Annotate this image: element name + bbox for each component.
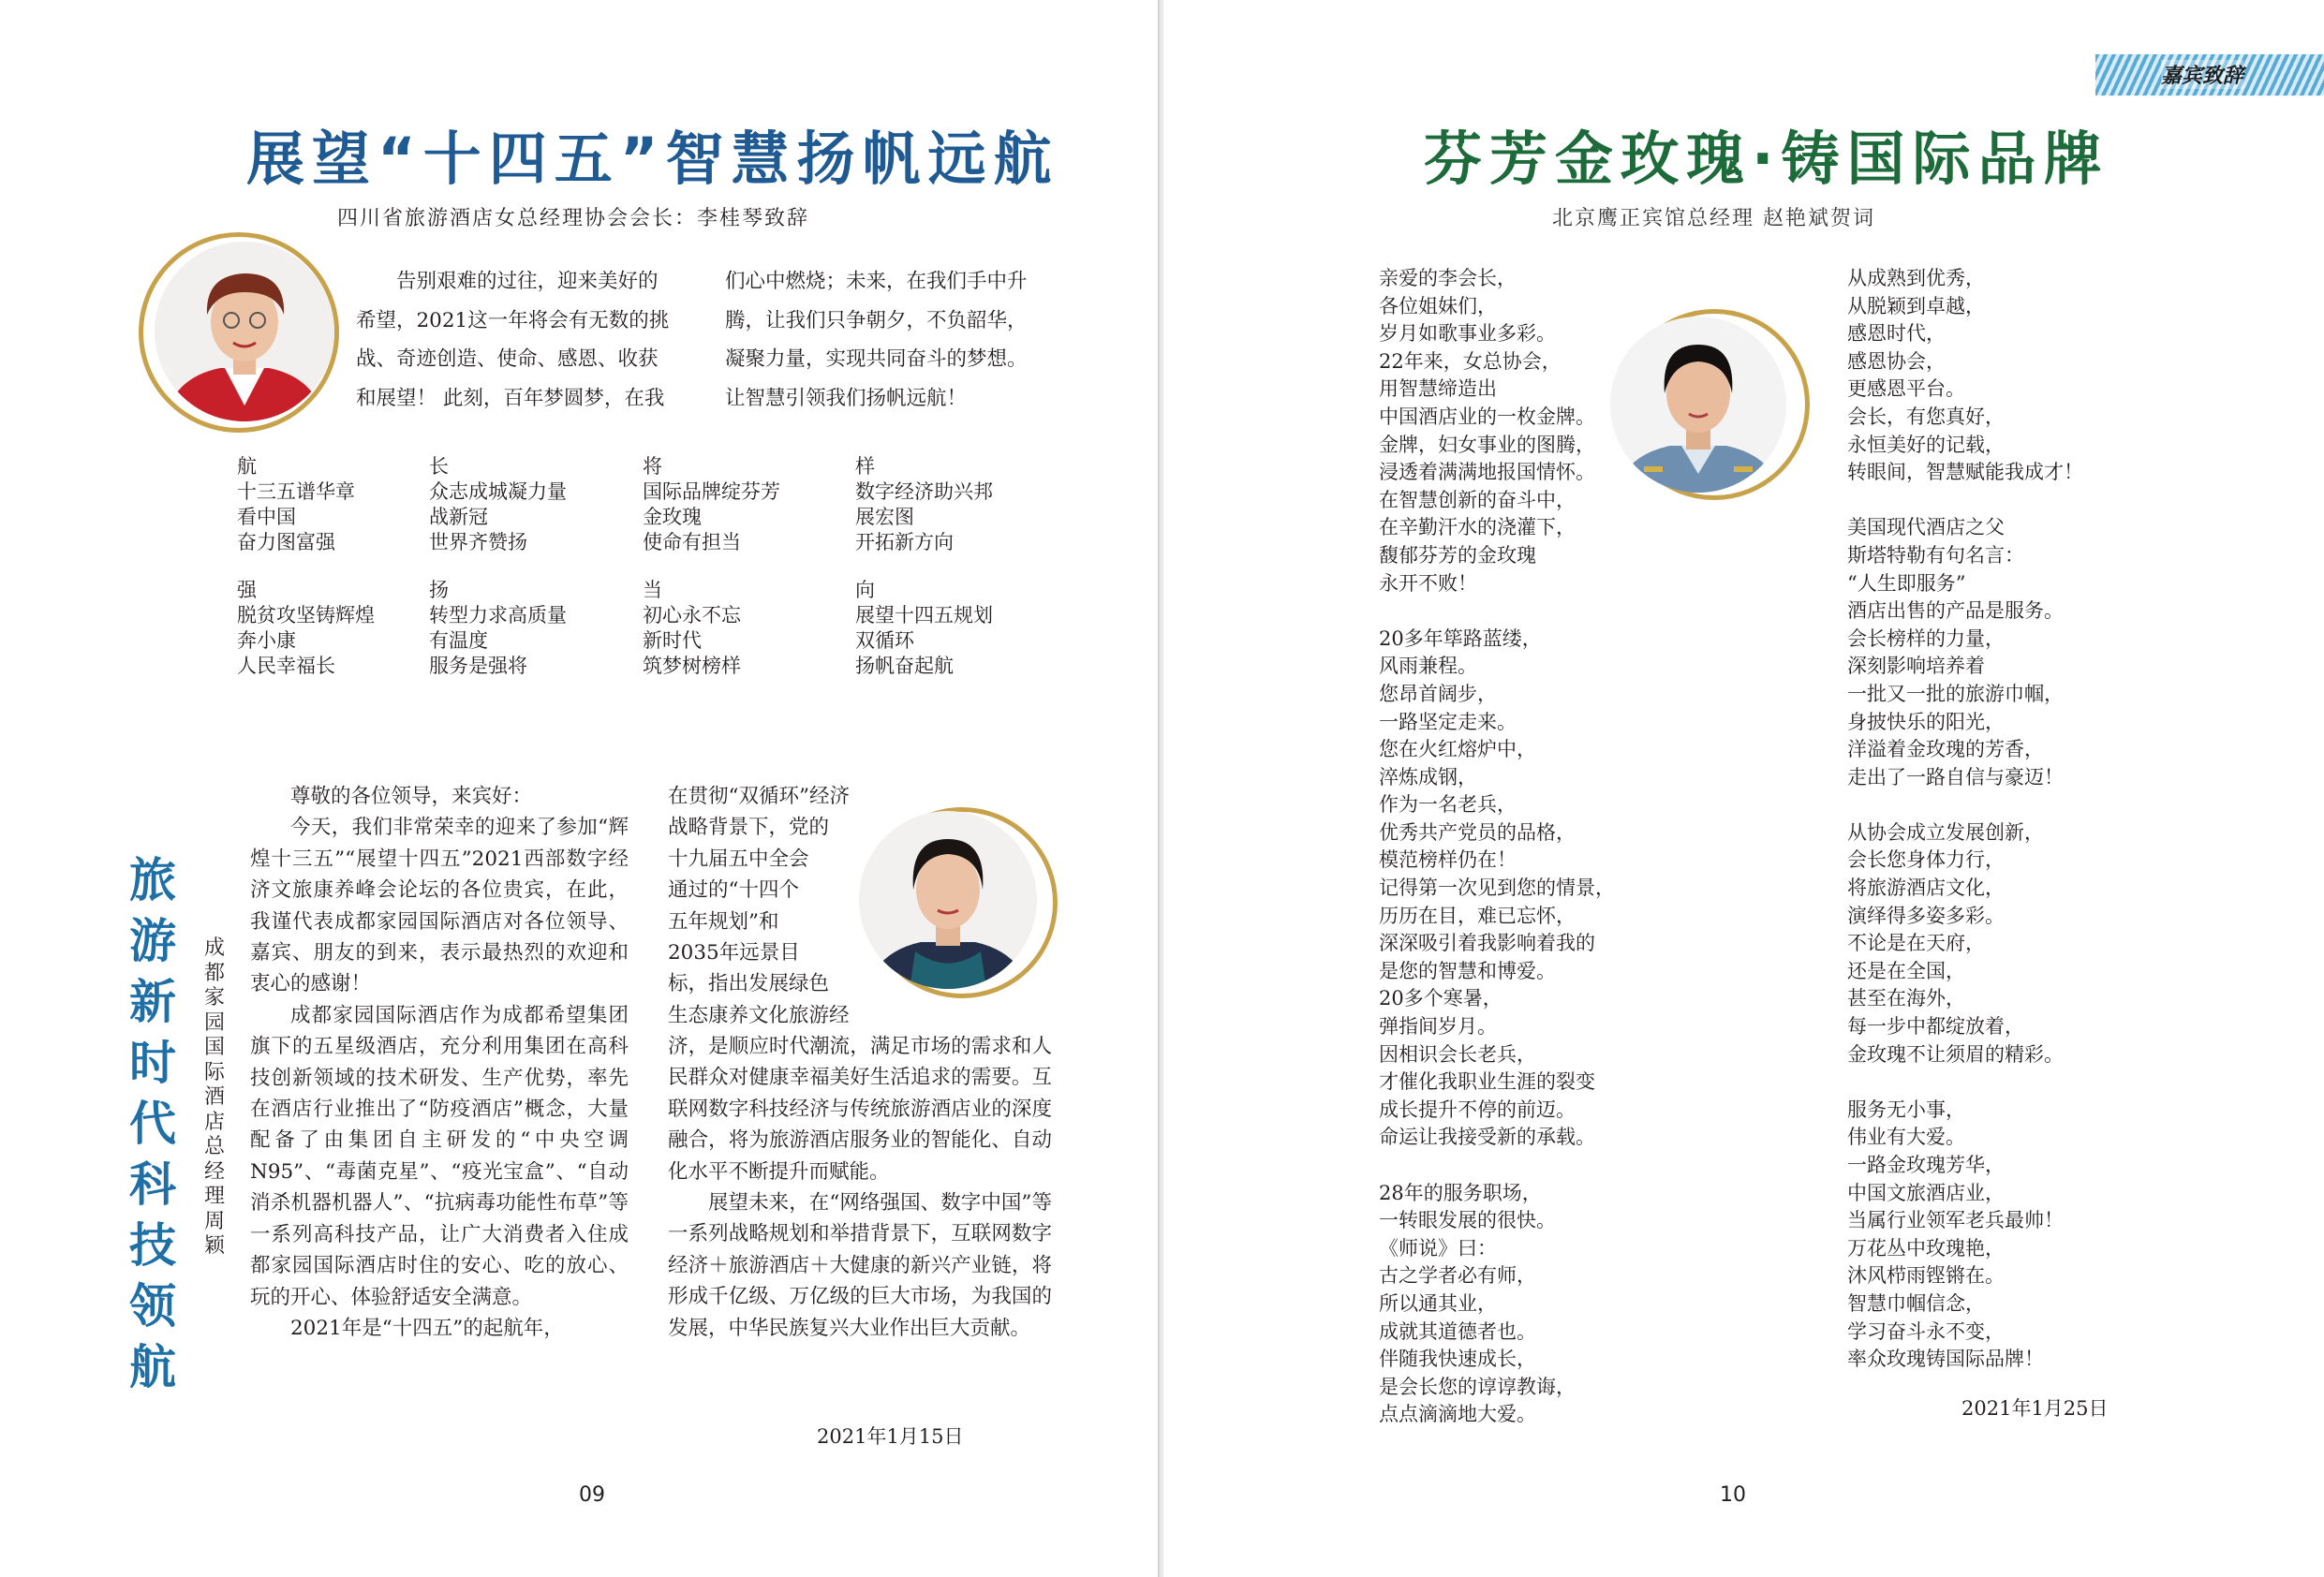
- acrostic-line: 有温度: [429, 629, 488, 652]
- poem-line: 感恩时代，: [1847, 322, 1946, 346]
- poem-line: 率众玫瑰铸国际品牌！: [1847, 1348, 2044, 1371]
- poem-line: 洋溢着金玫瑰的芳香，: [1847, 738, 2044, 761]
- poem-line: 22年来，女总协会，: [1379, 349, 1562, 373]
- header-tag: [2095, 54, 2324, 96]
- acrostic-line: 看中国: [237, 506, 296, 528]
- poem-line: 20多个寒暑，: [1379, 987, 1502, 1010]
- acrostic-head: 将: [643, 455, 662, 478]
- poem-line: 当属行业领军老兵最帅！: [1847, 1209, 2064, 1232]
- poem-line: 从脱颖到卓越，: [1847, 294, 1985, 317]
- poem-line: 点点滴滴地大爱。: [1379, 1403, 1536, 1426]
- article-column-1: [250, 781, 629, 1344]
- acrostic-line: 金玫瑰: [643, 506, 702, 528]
- poem-line: 成就其道德者也。: [1379, 1319, 1536, 1343]
- acrostic-line: 扬帆奋起航: [855, 655, 954, 677]
- poem-line: 永开不败！: [1379, 571, 1477, 595]
- poem-line: 感恩协会，: [1847, 349, 1946, 373]
- acrostic-stanza: [855, 578, 993, 679]
- acrostic-head: 向: [855, 579, 875, 601]
- intro-line: 希望，2021这一年将会有无数的挑: [356, 308, 670, 332]
- portrait-zhao-yanbin: [1610, 317, 1786, 493]
- poem-line: 深刻影响培养着: [1847, 655, 1985, 678]
- poem-line: 不论是在天府，: [1847, 932, 1985, 955]
- acrostic-line: 十三五谱华章: [237, 480, 355, 503]
- acrostic-stanza: [429, 578, 567, 679]
- poem-line: 一转眼发展的很快。: [1379, 1209, 1556, 1232]
- portrait-li-guiqin: [155, 242, 334, 421]
- poem-line: 才催化我职业生涯的裂变: [1379, 1070, 1595, 1094]
- intro-line: 们心中燃烧；未来，在我们手中升: [725, 270, 1028, 293]
- poem-line: 模范榜样仍在！: [1379, 848, 1517, 872]
- article-line: 生态康养文化旅游经: [668, 1003, 850, 1027]
- poem-line: 还是在全国，: [1847, 959, 1965, 982]
- right-page-title: 芬芳金玫瑰·铸国际品牌: [1424, 125, 2109, 193]
- poem-line: 是会长您的谆谆教诲，: [1379, 1375, 1576, 1398]
- poem-line: 会长榜样的力量，: [1847, 626, 2005, 650]
- poem-line: 走出了一路自信与豪迈！: [1847, 765, 2064, 788]
- acrostic-line: 奋力图富强: [237, 531, 335, 553]
- acrostic-line: 开拓新方向: [855, 531, 954, 553]
- poem-line: 在辛勤汗水的浇灌下，: [1379, 516, 1576, 539]
- left-page: [0, 0, 1160, 1577]
- intro-column-right: [725, 262, 1055, 418]
- poem-line: 将旅游酒店文化，: [1847, 877, 2005, 900]
- poem-date: 2021年1月25日: [1961, 1397, 2109, 1420]
- article-paragraph: 今天，我们非常荣幸的迎来了参加“辉煌十三五”“展望十四五”2021西部数字经济文旅康养峰会论坛的各位贵宾，在此，我谨代表成都家园国际酒店对各位领导、嘉宾、朋友的到来，表示最热烈的欢迎和衷心的感谢！: [250, 816, 629, 996]
- vertical-author: 成都家园国际酒店总经理 周颖: [203, 936, 225, 1258]
- acrostic-stanza: [643, 578, 741, 679]
- poem-line: 身披快乐的阳光，: [1847, 710, 2005, 733]
- poem-line: 甚至在海外，: [1847, 987, 1965, 1010]
- intro-column-left: [356, 262, 686, 418]
- right-page: [1163, 0, 2324, 1577]
- poem-line: 用智慧缔造出: [1379, 377, 1497, 401]
- acrostic-line: 展望十四五规划: [855, 604, 993, 626]
- acrostic-line: 转型力求高质量: [429, 604, 567, 626]
- left-page-subtitle: 四川省旅游酒店女总经理协会会长：李桂琴致辞: [337, 207, 810, 230]
- intro-line: 和展望！ 此刻，百年梦圆梦，在我: [356, 386, 665, 410]
- poem-column-2: [1847, 265, 2083, 1374]
- poem-line: 伟业有大爱。: [1847, 1126, 1965, 1149]
- poem-line: 沐风栉雨铿锵在。: [1847, 1264, 2005, 1288]
- poem-line: 学习奋斗永不变，: [1847, 1319, 2005, 1343]
- poem-line: 古之学者必有师，: [1379, 1264, 1536, 1288]
- poem-line: 您在火红熔炉中，: [1379, 738, 1536, 761]
- acrostic-head: 航: [237, 455, 257, 478]
- poem-line: 作为一名老兵，: [1379, 793, 1517, 817]
- poem-line: [1847, 487, 2083, 515]
- poem-line: 美国现代酒店之父: [1847, 516, 2005, 539]
- acrostic-head: 强: [237, 579, 257, 601]
- article-line: 2035年远景目: [668, 941, 800, 965]
- acrostic-stanza: [237, 454, 355, 555]
- page-number: 10: [1720, 1483, 1746, 1507]
- poem-column-1: [1379, 265, 1615, 1429]
- acrostic-line: 初心永不忘: [643, 604, 741, 626]
- poem-line: 深深吸引着我影响着我的: [1379, 932, 1595, 955]
- article-line: 标，指出发展绿色: [668, 972, 830, 996]
- acrostic-line: 展宏图: [855, 506, 914, 528]
- poem-line: 万花丛中玫瑰艳，: [1847, 1236, 2005, 1260]
- acrostic-head: 长: [429, 455, 449, 478]
- poem-line: 伴随我快速成长，: [1379, 1348, 1536, 1371]
- poem-line: 各位姐妹们，: [1379, 294, 1497, 317]
- article-column-2-top: [668, 781, 850, 1031]
- poem-line: 中国文旅酒店业，: [1847, 1181, 2005, 1204]
- poem-line: 馥郁芬芳的金玫瑰: [1379, 543, 1536, 567]
- article-paragraph: 展望未来，在“网络强国、数字中国”等一系列战略规划和举措背景下，互联网数字经济＋旅游酒店＋大健康的新兴产业链，将形成千亿级、万亿级的巨大市场，为我国的发展，中华民族复兴大业作出巨大贡献。: [668, 1191, 1052, 1340]
- poem-line: 在智慧创新的奋斗中，: [1379, 488, 1576, 511]
- poem-line: 所以通其业，: [1379, 1291, 1497, 1315]
- acrostic-line: 筑梦树榜样: [643, 655, 741, 677]
- article-line: 通过的“十四个: [668, 878, 799, 903]
- poem-line: 岁月如歌事业多彩。: [1379, 322, 1556, 346]
- poem-line: 历历在目，难已忘怀，: [1379, 904, 1576, 927]
- acrostic-stanza: [855, 454, 993, 555]
- poem-line: 转眼间，智慧赋能我成才！: [1847, 461, 2083, 484]
- acrostic-stanza: [237, 578, 375, 679]
- acrostic-line: 双循环: [855, 629, 914, 652]
- poem-line: 更感恩平台。: [1847, 377, 1965, 401]
- article-paragraph: 2021年是“十四五”的起航年，: [290, 1316, 564, 1340]
- poem-line: 记得第一次见到您的情景，: [1379, 877, 1615, 900]
- poem-line: 酒店出售的产品是服务。: [1847, 599, 2064, 623]
- poem-line: 中国酒店业的一枚金牌。: [1379, 405, 1595, 428]
- acrostic-line: 新时代: [643, 629, 702, 652]
- poem-line: 《师说》曰：: [1379, 1236, 1497, 1260]
- poem-line: 会长您身体力行，: [1847, 848, 2005, 872]
- acrostic-line: 人民幸福长: [237, 655, 335, 677]
- poem-line: 20多年筚路蓝缕，: [1379, 626, 1542, 650]
- poem-line: 每一步中都绽放着，: [1847, 1015, 2024, 1039]
- acrostic-line: 脱贫攻坚铸辉煌: [237, 604, 375, 626]
- poem-line: 服务无小事，: [1847, 1098, 1965, 1121]
- acrostic-head: 当: [643, 579, 662, 601]
- right-page-subtitle: 北京鹰正宾馆总经理 赵艳斌贺词: [1552, 207, 1875, 230]
- intro-line: 腾，让我们只争朝夕，不负韶华，: [725, 308, 1028, 332]
- poem-line: 永恒美好的记载，: [1847, 433, 2005, 456]
- acrostic-line: 使命有担当: [643, 531, 741, 553]
- portrait-zhou-ying: [859, 811, 1037, 989]
- poem-line: 淬炼成钢，: [1379, 765, 1477, 788]
- poem-line: 成长提升不停的前迈。: [1379, 1098, 1576, 1121]
- poem-line: 一批又一批的旅游巾帼，: [1847, 682, 2064, 705]
- poem-line: 从成熟到优秀，: [1847, 267, 1985, 289]
- poem-line: 您昂首阔步，: [1379, 682, 1497, 705]
- poem-line: 智慧巾帼信念，: [1847, 1291, 1985, 1315]
- poem-line: 演绎得多姿多彩。: [1847, 904, 2005, 927]
- poem-line: 优秀共产党员的品格，: [1379, 820, 1576, 844]
- poem-line: 弹指间岁月。: [1379, 1015, 1497, 1039]
- poem-line: 风雨兼程。: [1379, 655, 1477, 678]
- intro-line: 告别艰难的过往，迎来美好的: [396, 270, 659, 293]
- acrostic-line: 国际品牌绽芬芳: [643, 480, 780, 503]
- acrostic-line: 数字经济助兴邦: [855, 480, 993, 503]
- intro-line: 让智慧引领我们扬帆远航！: [725, 386, 968, 410]
- poem-line: 28年的服务职场，: [1379, 1181, 1542, 1204]
- poem-line: 金玫瑰不让须眉的精彩。: [1847, 1042, 2064, 1066]
- poem-line: 是您的智慧和博爱。: [1379, 959, 1556, 982]
- poem-line: “人生即服务”: [1847, 571, 1966, 595]
- acrostic-stanza: [643, 454, 780, 555]
- article-greeting: 尊敬的各位领导，来宾好：: [290, 785, 533, 808]
- article-column-2: [668, 1031, 1052, 1344]
- poem-line: 一路坚定走来。: [1379, 710, 1517, 733]
- poem-line: 亲爱的李会长，: [1379, 267, 1517, 289]
- page-number: 09: [579, 1483, 605, 1507]
- article-line: 五年规划”和: [668, 909, 779, 934]
- poem-line: [1847, 1069, 2083, 1097]
- intro-line: 凝聚力量，实现共同奋斗的梦想。: [725, 347, 1028, 371]
- article-line: 在贯彻“双循环”经济: [668, 785, 850, 808]
- poem-line: 因相识会长老兵，: [1379, 1042, 1536, 1066]
- poem-line: [1379, 597, 1615, 626]
- header-tag-label: 嘉宾致辞: [2161, 60, 2243, 89]
- poem-line: 浸透着满满地报国情怀。: [1379, 461, 1595, 484]
- poem-line: [1847, 791, 2083, 819]
- poem-line: 一路金玫瑰芳华，: [1847, 1154, 2005, 1176]
- article-line: 战略背景下，党的: [668, 816, 830, 840]
- acrostic-head: 样: [855, 455, 875, 478]
- article-paragraph: 济，是顺应时代潮流，满足市场的需求和人民群众对健康幸福美好生活追求的需要。互联网数字科技经济与传统旅游酒店业的深度融合，将为旅游酒店服务业的智能化、自动化水平不断提升而赋能。: [668, 1035, 1052, 1184]
- article-paragraph: 成都家园国际酒店作为成都希望集团旗下的五星级酒店，充分利用集团在高科技创新领域的技术研发、生产优势，率先在酒店行业推出了“防疫酒店”概念，大量配备了由集团自主研发的“中央空调N95”、“毒菌克星”、“疫光宝盒”、“自动消杀机器机器人”、“抗病毒功能性布草”等一系列高科技产品，让广大消费者入住成都家园国际酒店时住的安心、吃的放心、玩的开心、体验舒适安全满意。: [250, 1003, 629, 1309]
- poem-line: 金牌，妇女事业的图腾，: [1379, 433, 1595, 456]
- acrostic-head: 扬: [429, 579, 449, 601]
- acrostic-line: 战新冠: [429, 506, 488, 528]
- acrostic-line: 众志成城凝力量: [429, 480, 567, 503]
- acrostic-line: 世界齐赞扬: [429, 531, 527, 553]
- article-line: 十九届五中全会: [668, 847, 809, 871]
- acrostic-line: 服务是强将: [429, 655, 527, 677]
- article-date: 2021年1月15日: [817, 1425, 964, 1448]
- intro-line: 战、奇迹创造、使命、感恩、收获: [356, 347, 659, 371]
- left-page-title: 展望“十四五”智慧扬帆远航: [246, 125, 1059, 193]
- poem-line: 命运让我接受新的承载。: [1379, 1126, 1595, 1149]
- poem-line: 斯塔特勒有句名言：: [1847, 543, 2024, 567]
- acrostic-stanza: [429, 454, 567, 555]
- vertical-title: 旅游新时代科技领航: [129, 853, 176, 1394]
- poem-line: 会长，有您真好，: [1847, 405, 2005, 428]
- poem-line: 从协会成立发展创新，: [1847, 820, 2044, 844]
- poem-line: [1379, 1152, 1615, 1180]
- acrostic-line: 奔小康: [237, 629, 296, 652]
